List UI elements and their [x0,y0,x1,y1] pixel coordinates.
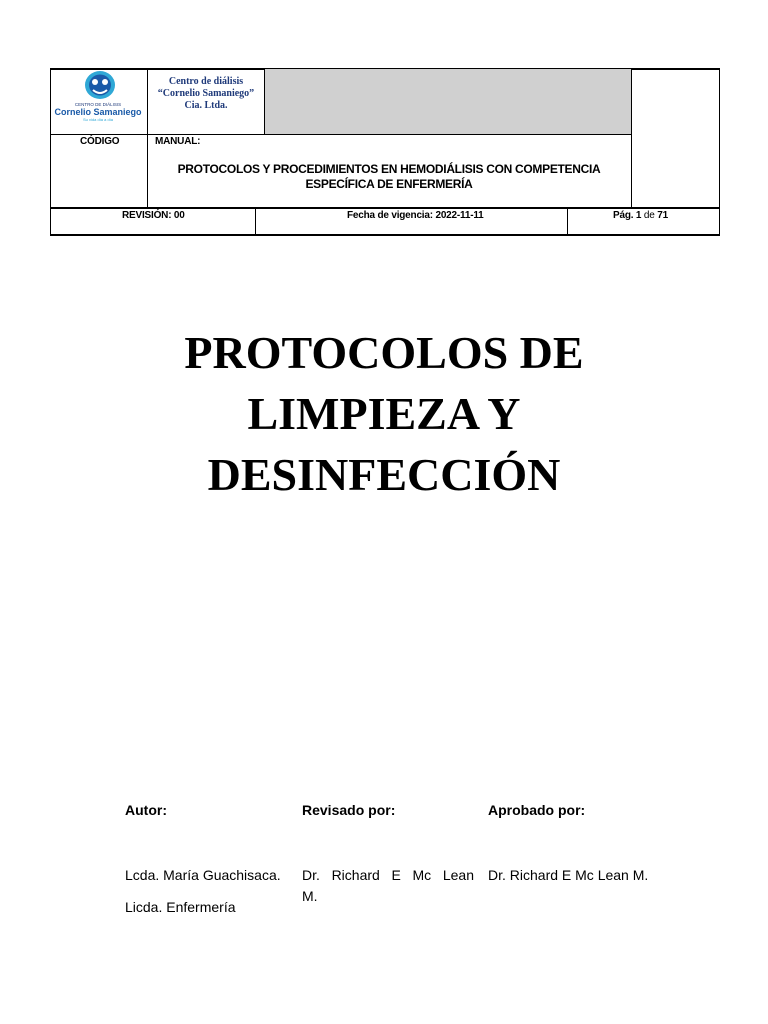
manual-title-line-2: ESPECÍFICA DE ENFERMERÍA [305,177,473,191]
organization-name [147,68,265,134]
aprobado-label: Aprobado por: [488,802,586,818]
header-blank-cell [265,69,631,134]
manual-label: MANUAL: [155,136,201,147]
header-row-line-1 [50,134,632,135]
header-divider-right [631,68,632,208]
aprobado-name: Dr. Richard E Mc Lean M. [488,867,649,883]
page-of: de [643,210,655,221]
page-count [613,210,668,221]
page-label: Pág. [613,210,634,221]
revisado-name-line-1: Dr. Richard E Mc Lean [302,867,474,883]
header-divider-fecha [567,208,568,235]
autor-label: Autor: [125,802,167,818]
revision-label: REVISIÓN: 00 [122,210,185,221]
title-line-1: PROTOCOLOS DE [184,327,584,378]
title-line-2: LIMPIEZA Y [247,388,521,439]
page-number: 1 [635,210,642,221]
header-row-line-2 [50,207,720,209]
autor-role: Licda. Enfermería [125,899,236,915]
revisado-name-line-2: M. [302,888,318,904]
manual-title-line-1: PROTOCOLOS Y PROCEDIMIENTOS EN HEMODIÁLISIS CON COMPETENCIA [177,162,601,176]
autor-name: Lcda. María Guachisaca. [125,867,281,883]
company-logo [50,68,147,134]
document-header [50,68,720,236]
org-line-3: Cia. Ltda. [184,100,228,111]
vigencia-label: Fecha de vigencia: 2022-11-11 [347,210,484,221]
page-total: 71 [657,210,668,221]
revisado-label: Revisado por: [302,802,396,818]
header-border-right [719,68,720,236]
codigo-label: CÓDIGO [80,136,120,147]
logo-tagline: Su vida día a día [82,117,114,122]
title-line-3: DESINFECCIÓN [207,449,561,500]
header-border-bottom [50,234,720,236]
org-line-2: “Cornelio Samaniego” [157,88,255,99]
manual-title [148,162,630,192]
org-line-1: Centro de diálisis [168,76,244,87]
document-title [84,322,684,505]
header-divider-rev [255,208,256,235]
logo-brand-text: Cornelio Samaniego [54,107,142,117]
logo-small-text: CENTRO DE DIÁLISIS [74,102,122,107]
